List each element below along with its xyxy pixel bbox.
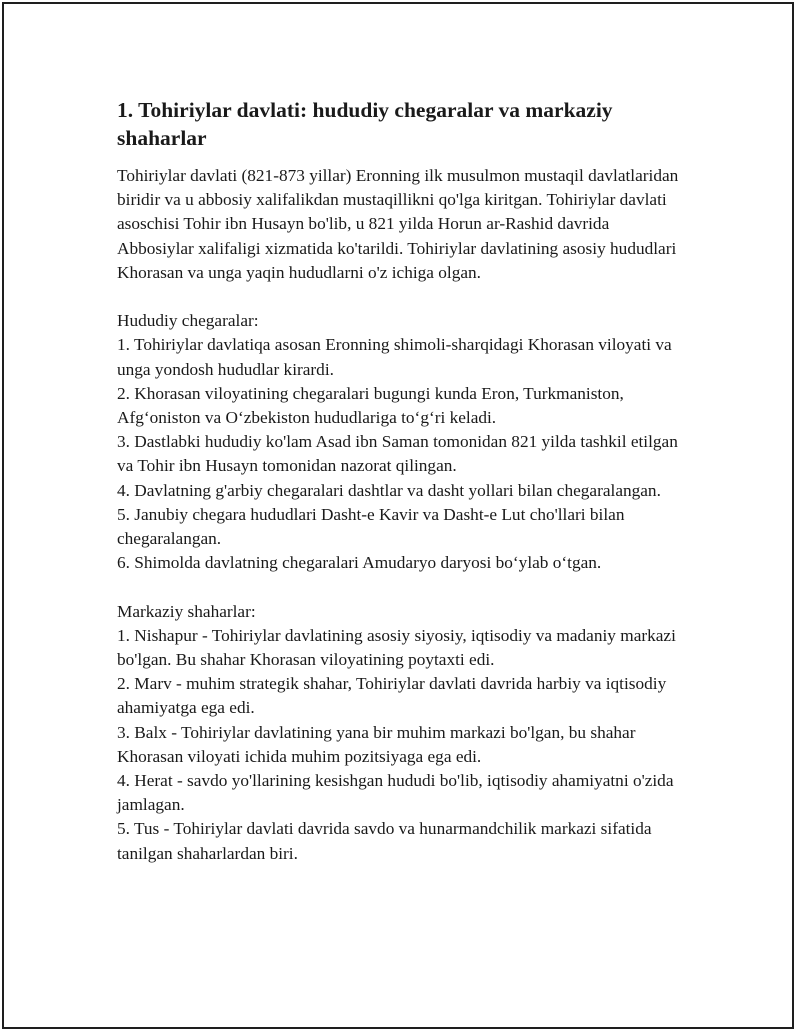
city-item-1: 1. Nishapur - Tohiriylar davlatining asosiy siyosiy, iqtisodiy va madaniy markazi bo'lgan. Bu shahar Khorasan viloyatining poytaxti edi. xyxy=(117,625,676,670)
border-item-6: 6. Shimolda davlatning chegaralari Amudaryo daryosi bo‘ylab o‘tgan. xyxy=(117,553,602,573)
cities-title: Markaziy shaharlar: xyxy=(117,601,256,621)
paragraph-gap xyxy=(117,285,687,309)
border-item-4: 4. Davlatning g'arbiy chegaralari dashtlar va dasht yollari bilan chegaralangan. xyxy=(117,480,661,500)
border-item-2: 2. Khorasan viloyatining chegaralari bugungi kunda Eron, Turkmaniston, Afg‘oniston va O‘zbekiston hududlariga to‘g‘ri keladi. xyxy=(117,383,624,428)
document-body xyxy=(117,96,687,866)
section-heading: 1. Tohiriylar davlati: hududiy chegaralar va markaziy shaharlar xyxy=(117,98,613,150)
border-item-1: 1. Tohiriylar davlatiqa asosan Eronning shimoli-sharqidagi Khorasan viloyati va unga yondosh hududlar kirardi. xyxy=(117,335,672,379)
border-item-5: 5. Janubiy chegara hududlari Dasht-e Kavir va Dasht-e Lut cho'llari bilan chegaralangan. xyxy=(117,504,625,549)
city-item-5: 5. Tus - Tohiriylar davlati davrida savdo va hunarmandchilik markazi sifatida tanilgan shaharlardan biri. xyxy=(117,819,652,863)
intro-paragraph: Tohiriylar davlati (821-873 yillar) Eronning ilk musulmon mustaqil davlatlaridan biridir va u abbosiy xalifalikdan mustaqillikni qo'lga kiritgan. Tohiriylar davlati asoschisi Tohir ibn Husayn bo'lib, u 821 yilda Horun ar-Rashid davrida Abbosiylar xalifaligi xizmatida ko'tarildi. Tohiriylar davlatining asosiy hududlari Khorasan va unga yaqin hududlarni o'z ichiga olgan. xyxy=(117,166,679,282)
city-item-2: 2. Marv - muhim strategik shahar, Tohiriylar davlati davrida harbiy va iqtisodiy ahamiyatga ega edi. xyxy=(117,674,667,718)
paragraph-gap xyxy=(117,575,687,599)
borders-title: Hududiy chegaralar: xyxy=(117,311,259,331)
city-item-3: 3. Balx - Tohiriylar davlatining yana bir muhim markazi bo'lgan, bu shahar Khorasan viloyati ichida muhim pozitsiyaga ega edi. xyxy=(117,722,636,766)
border-item-3: 3. Dastlabki hududiy ko'lam Asad ibn Saman tomonidan 821 yilda tashkil etilgan va Tohir ibn Husayn tomonidan nazorat qilingan. xyxy=(117,432,678,476)
city-item-4: 4. Herat - savdo yo'llarining kesishgan hududi bo'lib, iqtisodiy ahamiyatni o'zida jamlagan. xyxy=(117,771,674,815)
